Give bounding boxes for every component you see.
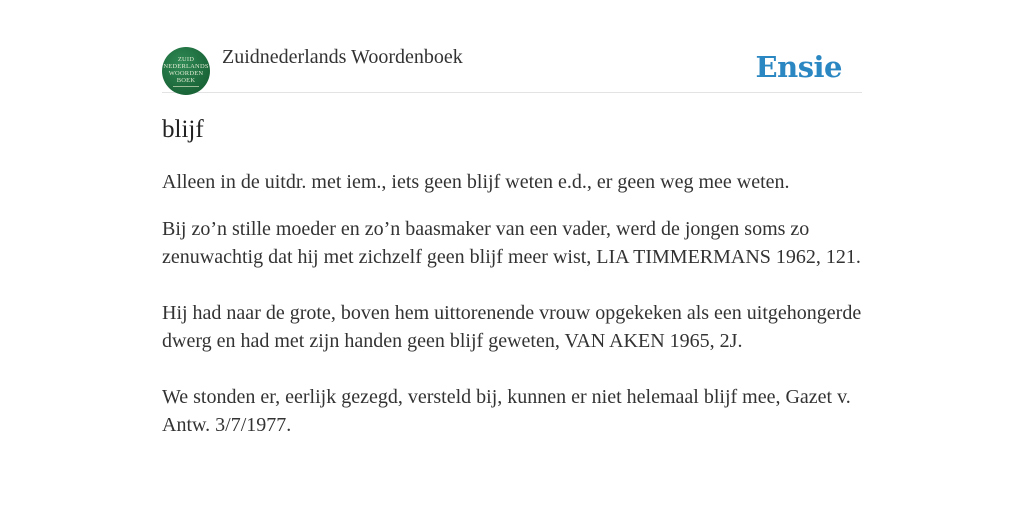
- entry-content: [162, 168, 862, 467]
- logo-text-line: ZUID: [177, 55, 195, 63]
- logo-text-line: NEDERLANDS: [163, 62, 209, 70]
- headword: blijf: [162, 116, 204, 143]
- logo-text-line: BOEK: [176, 76, 196, 84]
- ensie-brand-logo[interactable]: Ensie: [755, 50, 842, 84]
- example-quote: Bij zo’n stille moeder en zo’n baasmaker van een vader, werd de jongen soms zo zenuwachtig dat hij met zichzelf geen blijf meer wist, LIA TIMMERMANS 1962, 121.: [162, 218, 861, 268]
- site-title[interactable]: Zuidnederlands Woordenboek: [222, 46, 463, 68]
- example-quote: Hij had naar de grote, boven hem uittorenende vrouw opgekeken als een uitgehongerde dwerg en had met zijn handen geen blijf geweten, VAN AKEN 1965, 2J.: [162, 302, 862, 352]
- zuidnederlands-woordenboek-logo[interactable]: [162, 47, 210, 95]
- example-quote: We stonden er, eerlijk gezegd, versteld bij, kunnen er niet helemaal blijf mee, Gazet v. Antw. 3/7/1977.: [162, 386, 851, 436]
- logo-text-line: WOORDEN: [168, 69, 204, 77]
- site-header: [162, 40, 862, 93]
- definition: Alleen in de uitdr. met iem., iets geen blijf weten e.d., er geen weg mee weten.: [162, 171, 790, 193]
- logo-rule: [173, 86, 199, 87]
